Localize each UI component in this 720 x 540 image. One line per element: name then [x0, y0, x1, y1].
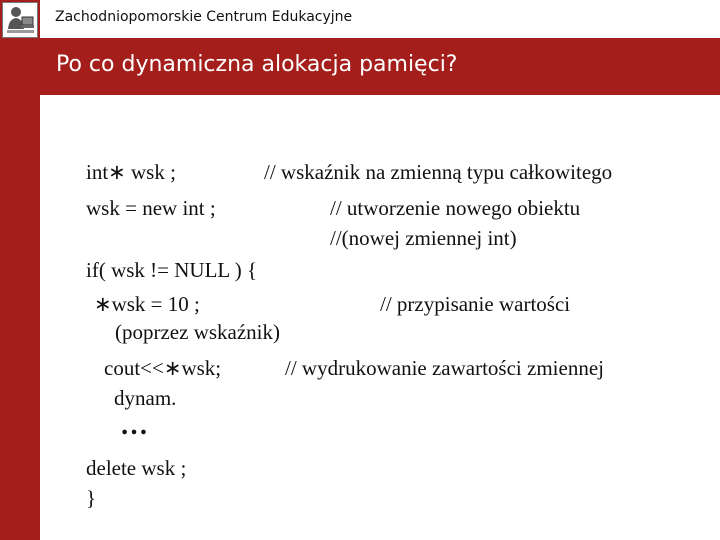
code-line-pointer-declaration: int∗ wsk ; — [86, 160, 176, 184]
comment-new-allocation: // utworzenie nowego obiektu — [330, 196, 581, 220]
comment-new-allocation-cont: //(nowej zmiennej int) — [330, 226, 517, 250]
comment-cout: // wydrukowanie zawartości zmiennej — [285, 356, 604, 380]
code-text: int ; — [177, 196, 216, 220]
comment-pointer-declaration: // wskaźnik na zmienną typu całkowitego — [264, 160, 613, 184]
code-text: wsk = — [86, 196, 143, 220]
logo-icon — [2, 2, 38, 38]
comment-assignment-cont: (poprzez wskaźnik) — [115, 320, 281, 344]
slide-title: Po co dynamiczna alokacja pamięci? — [56, 52, 458, 77]
code-line-cout: cout<<∗wsk; — [104, 356, 222, 380]
comment-assignment: // przypisanie wartości — [380, 292, 571, 316]
ellipsis: … — [120, 410, 150, 441]
code-line-delete: delete wsk ; — [86, 456, 187, 480]
organization-name: Zachodniopomorskie Centrum Edukacyjne — [55, 9, 353, 25]
code-line-null-check: if( wsk != NULL ) { — [86, 258, 258, 282]
code-line-new-allocation — [86, 196, 216, 221]
code-line-closing-brace: } — [86, 486, 97, 510]
code-line-assignment: ∗wsk = 10 ; — [94, 292, 200, 316]
left-accent-bar — [0, 0, 40, 540]
comment-cout-cont: dynam. — [114, 386, 177, 410]
keyword-new: new — [142, 196, 178, 220]
